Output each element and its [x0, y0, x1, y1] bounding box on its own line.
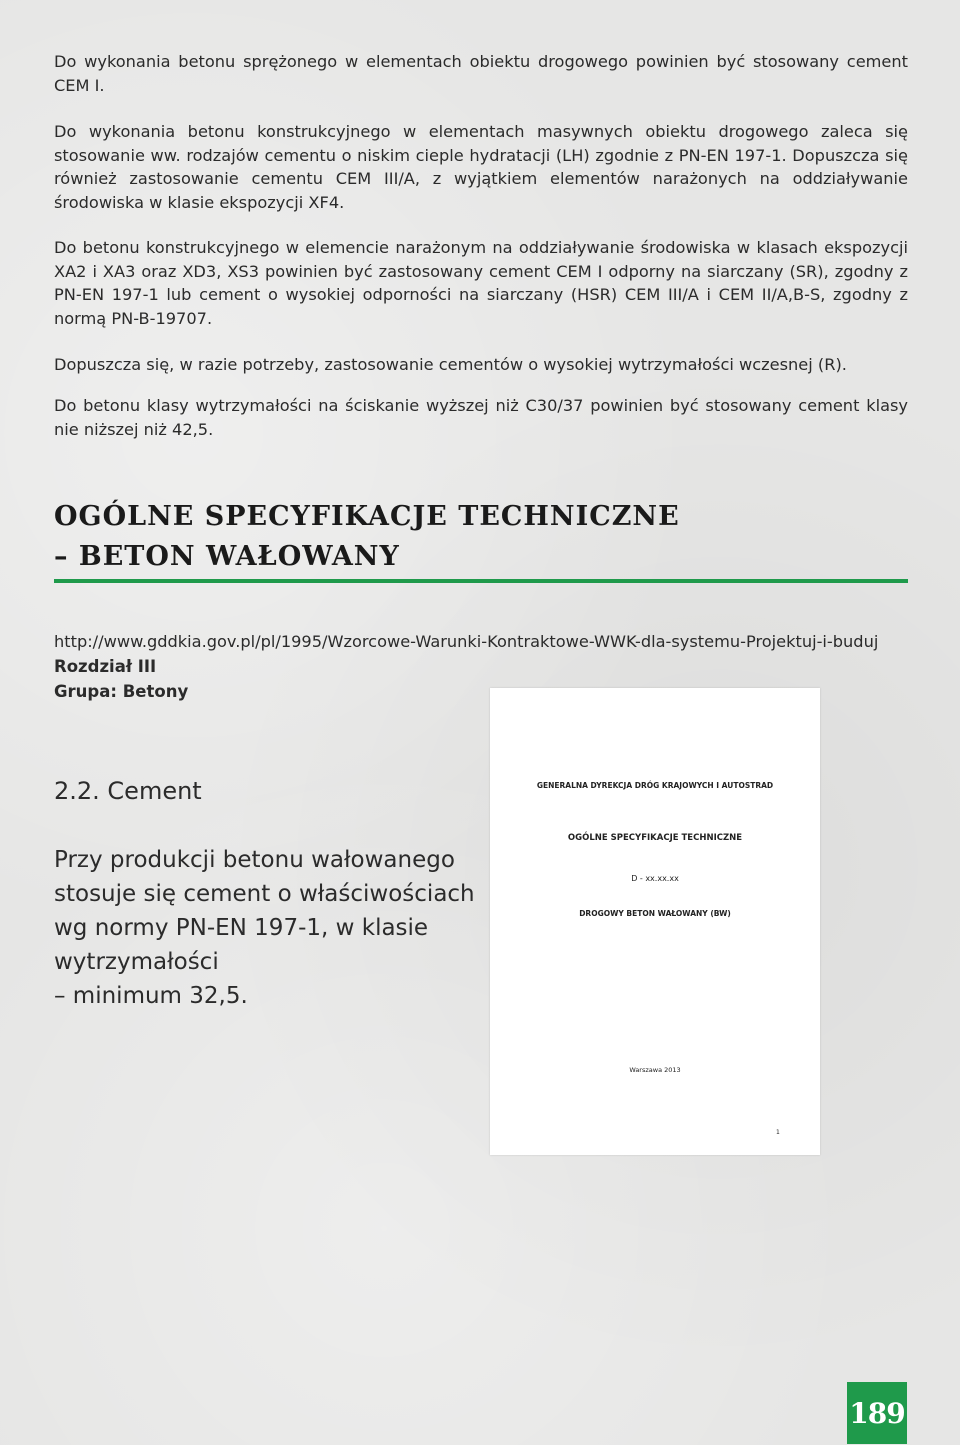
subsection-title: 2.2. Cement: [54, 777, 202, 805]
cement-requirement-line: Przy produkcji betonu wałowanego: [54, 847, 455, 873]
cement-requirement-line: – minimum 32,5.: [54, 983, 248, 1009]
chapter-label: Rozdział III: [54, 657, 157, 676]
green-divider: [54, 579, 908, 583]
cement-requirement-line: wg normy PN-EN 197-1, w klasie: [54, 915, 429, 941]
group-label: Grupa: Betony: [54, 682, 189, 701]
cover-subtitle: DROGOWY BETON WAŁOWANY (BW): [579, 909, 731, 918]
specification-document-cover: [490, 688, 820, 1155]
page-number-badge: 189: [847, 1382, 907, 1444]
section-heading-line2: – BETON WAŁOWANY: [54, 541, 400, 572]
paragraph-high-early-strength: Dopuszcza się, w razie potrzeby, zastosowanie cementów o wysokiej wytrzymałości wczesnej (R).: [54, 355, 847, 374]
paragraph-cement-cem1: Do wykonania betonu sprężonego w elementach obiektu drogowego powinien być stosowany cement CEM I.: [54, 52, 908, 95]
cover-page-number: 1: [776, 1129, 780, 1136]
paragraph-strength-class: Do betonu klasy wytrzymałości na ściskanie wyższej niż C30/37 powinien być stosowany cement klasy nie niższej niż 42,5.: [54, 396, 908, 439]
section-heading-line1: OGÓLNE SPECYFIKACJE TECHNICZNE: [54, 501, 680, 532]
cover-code: D - xx.xx.xx: [631, 874, 679, 883]
paragraph-exposure-classes: Do betonu konstrukcyjnego w elemencie narażonym na oddziaływanie środowiska w klasach ekspozycji XA2 i XA3 oraz XD3, XS3 powinien być zastosowany cement CEM I odporny na siarczany (SR), zgodny z PN-EN 197-1 lub cement o wysokiej odporności na siarczany (HSR) CEM III/A i CEM II/A,B-S, zgodny z normą PN-B-19707.: [54, 238, 908, 328]
paragraph-massive-elements: Do wykonania betonu konstrukcyjnego w elementach masywnych obiektu drogowego zaleca się stosowanie ww. rodzajów cementu o niskim cieple hydratacji (LH) zgodnie z PN-EN 197-1. Dopuszcza się również zastosowanie cementu CEM III/A, z wyjątkiem elementów narażonych na oddziaływanie środowiska w klasie ekspozycji XF4.: [54, 122, 908, 212]
cement-requirement-line: stosuje się cement o właściwościach: [54, 881, 475, 907]
cover-place-year: Warszawa 2013: [629, 1066, 681, 1074]
source-url-link[interactable]: http://www.gddkia.gov.pl/pl/1995/Wzorcowe-Warunki-Kontraktowe-WWK-dla-systemu-Projektuj-i-buduj: [54, 632, 879, 651]
cover-title: OGÓLNE SPECYFIKACJE TECHNICZNE: [567, 833, 743, 843]
cover-agency: GENERALNA DYREKCJA DRÓG KRAJOWYCH I AUTOSTRAD: [536, 781, 774, 790]
cement-requirement-line: wytrzymałości: [54, 949, 219, 975]
cement-requirement-text: [54, 843, 494, 1013]
